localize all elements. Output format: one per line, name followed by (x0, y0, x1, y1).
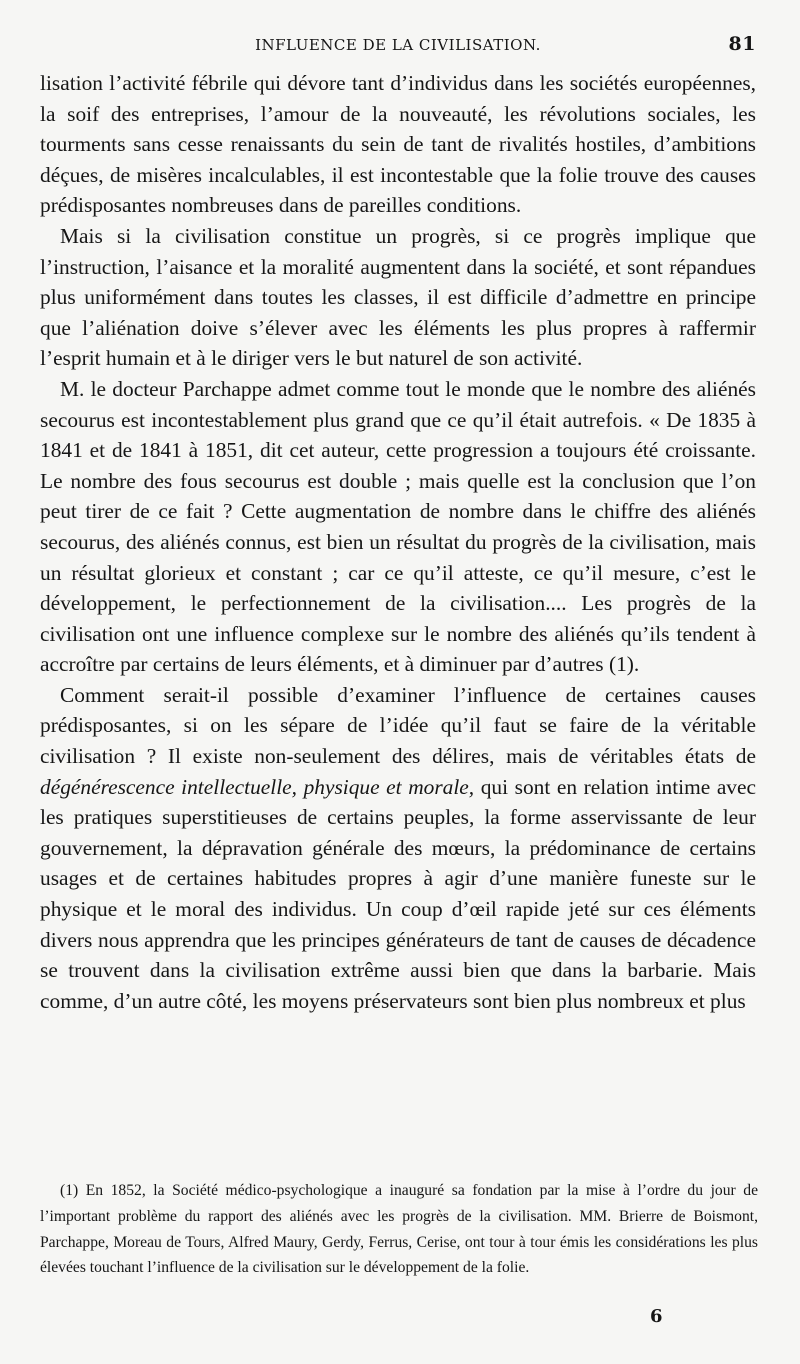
main-text (40, 68, 756, 1016)
paragraph-3: M. le docteur Parchappe admet comme tout le monde que le nombre des aliénés secourus est incontestablement plus grand que ce qu’il était autrefois. « De 1835 à 1841 et de 1841 à 1851, dit cet auteur, cette progression a toujours été croissante. Le nombre des fous secourus est double ; mais quelle est la conclusion que l’on peut tirer de ce fait ? Cette augmentation de nombre dans le chiffre des aliénés secourus, des aliénés connus, est bien un résultat du progrès de la civilisation, mais un résultat glorieux et constant ; car ce qu’il atteste, ce qu’il mesure, c’est le développement, le perfectionnement de la civilisation.... Les progrès de la civilisation ont une influence complexe sur le nombre des aliénés qu’ils tendent à accroître par certains de leurs éléments, et à diminuer par d’autres (1). (40, 376, 756, 677)
signature-mark: 6 (650, 1306, 663, 1327)
footnotes (40, 1178, 758, 1281)
running-header (40, 32, 756, 60)
paragraph-4-part-2: qui sont en relation intime avec les pratiques superstitieuses de certains peuples, la forme asservissante de leur gouvernement, la dépravation générale des mœurs, la prédominance de certains usages et de certaines habitudes propres à agir d’une manière funeste sur le physique et le moral des individus. Un coup d’œil rapide jeté sur ces éléments divers nous apprendra que les principes générateurs de tant de causes de décadence se trouvent dans la civilisation extrême aussi bien que dans la barbarie. Mais comme, d’un autre côté, les moyens préservateurs sont bien plus nombreux et plus (40, 774, 756, 1013)
page-number: 81 (728, 33, 756, 55)
paragraph-2: Mais si la civilisation constitue un progrès, si ce progrès implique que l’instruction, l’aisance et la moralité augmentent dans la société, et sont répandues plus uniformément dans toutes les classes, il est difficile d’admettre en principe que l’aliénation doive s’élever avec les éléments les plus propres à raffermir l’esprit humain et à le diriger vers le but naturel de son activité. (40, 223, 756, 371)
paragraph-4-part-1: Comment serait-il possible d’examiner l’influence de certaines causes prédisposantes, si on les sépare de l’idée qu’il faut se faire de la véritable civilisation ? Il existe non-seulement des délires, mais de véritables états de (40, 682, 756, 769)
running-title: INFLUENCE DE LA CIVILISATION. (255, 36, 541, 54)
paragraph-1: lisation l’activité fébrile qui dévore tant d’individus dans les sociétés européennes, la soif des entreprises, l’amour de la nouveauté, les révolutions sociales, les tourments sans cesse renaissants du sein de tant de rivalités hostiles, d’ambitions déçues, de misères incalculables, il est incontestable que la folie trouve des causes prédisposantes nombreuses dans de pareilles conditions. (40, 71, 756, 218)
paragraph-4 (40, 680, 756, 1017)
paragraph-4-emphasis: dégénérescence intellectuelle, physique et morale, (40, 774, 475, 799)
footnote-1: (1) En 1852, la Société médico-psychologique a inauguré sa fondation par la mise à l’ordre du jour de l’important problème du rapport des aliénés avec les progrès de la civilisation. MM. Brierre de Boismont, Parchappe, Moreau de Tours, Alfred Maury, Gerdy, Ferrus, Cerise, ont tour à tour émis les considérations les plus élevées touchant l’influence de la civilisation sur le développement de la folie. (40, 1182, 758, 1277)
